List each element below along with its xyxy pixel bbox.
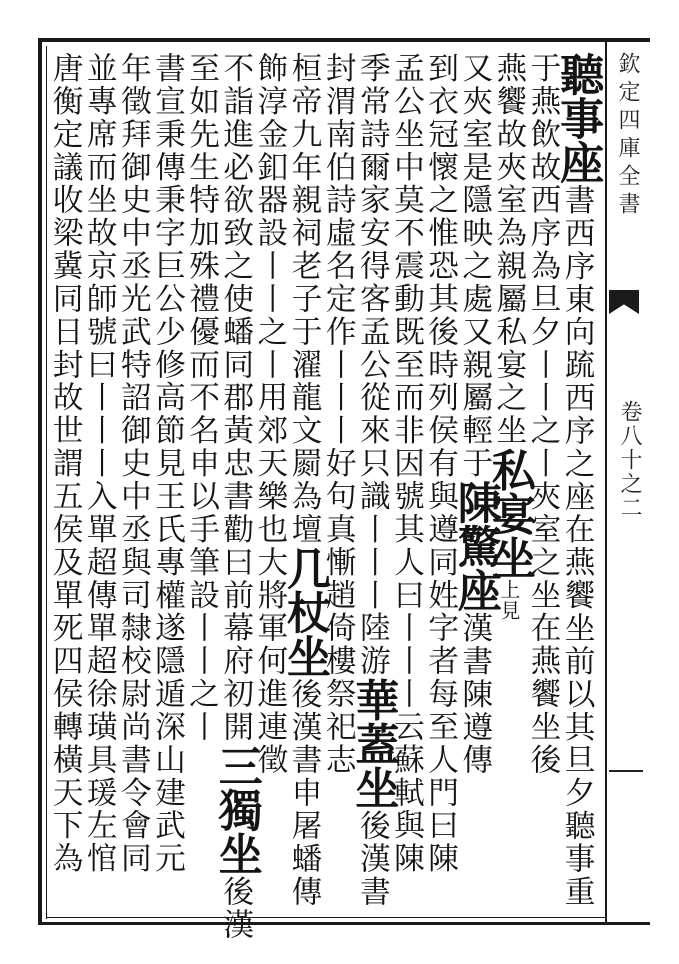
column-text: 燕饗故夾室為親屬私宴之坐 bbox=[490, 52, 527, 448]
column-text: 唐衡定議收梁冀同日封故世謂五侯及單死四侯轉橫天下為 bbox=[47, 52, 84, 875]
entry-heading: 私宴坐 bbox=[483, 447, 535, 580]
column-text: 年徵拜御史中丞光武特詔御史中丞與司隸校尉尚書令會同 bbox=[115, 52, 152, 875]
column-text: 不詣進必欲致之使蟠同郡黃忠書勸曰前幕府初開 bbox=[217, 52, 254, 744]
column-text: 書宣秉傳秉字巨公少修高節見王氏專權遂隱遁深山建武元 bbox=[149, 52, 186, 875]
text-column bbox=[185, 52, 219, 914]
entry-heading: 陳驚座 bbox=[449, 479, 501, 612]
frame-border-bottom bbox=[38, 922, 650, 925]
text-column bbox=[279, 52, 331, 914]
column-text: 至如先生特加殊禮優而不名申以手筆設丨丨之丨 bbox=[183, 52, 220, 744]
text-column bbox=[347, 52, 399, 914]
text-column bbox=[210, 52, 262, 942]
entry-heading: 三獨坐 bbox=[210, 743, 262, 876]
entry-heading: 華蓋坐 bbox=[347, 677, 399, 810]
column-text: 書西序東向䟽西序之座在燕饗坐前以其旦夕聽事重 bbox=[559, 184, 596, 909]
margin-rule bbox=[609, 770, 643, 772]
cross-reference-note: 上見 bbox=[496, 579, 521, 622]
column-text: 封渭南伯詩虛名定作丨丨丨好句真慚趙倚樓 bbox=[320, 52, 357, 678]
text-column bbox=[116, 52, 150, 914]
text-column bbox=[82, 52, 116, 914]
frame-border-top bbox=[38, 38, 650, 42]
margin-book-title: 欽定四庫全書 bbox=[615, 52, 640, 220]
text-column bbox=[48, 52, 82, 914]
column-text: 祭祀志 bbox=[320, 677, 357, 777]
text-column bbox=[423, 52, 457, 914]
text-column bbox=[321, 52, 355, 914]
entry-heading: 几杖坐 bbox=[279, 545, 331, 678]
frame-inner-bottom bbox=[46, 917, 606, 918]
text-column bbox=[552, 52, 604, 914]
margin-volume-label: 卷八十之二 bbox=[617, 400, 642, 520]
entry-heading: 聽事座 bbox=[552, 52, 604, 184]
column-text: 後漢 bbox=[217, 875, 254, 942]
frame-border-left bbox=[38, 38, 42, 924]
text-column bbox=[449, 52, 501, 914]
column-text: 後漢書申屠蟠傳 bbox=[286, 677, 323, 909]
column-text: 飾淳金釦器設丨丨之丨用郊天樂也 bbox=[251, 52, 288, 546]
column-text: 到衣冠懷之惟恐其後時列侯有與遵同姓字者每至人門曰陳 bbox=[422, 52, 459, 875]
column-text: 季常詩爾家安得客孟公從來只識丨丨丨 bbox=[354, 52, 391, 612]
fishtail-mark bbox=[609, 290, 639, 314]
frame-border-right bbox=[605, 42, 607, 922]
column-text: 並專席而坐故京師號曰丨丨丨入單超傳單超徐璜具瑗左悺 bbox=[81, 52, 118, 875]
text-column bbox=[150, 52, 184, 914]
column-text: 于燕飲故西序為旦夕丨丨之丨夾室之坐在燕饗坐後 bbox=[524, 52, 561, 777]
column-text: 桓帝九年親祠老子于濯龍文罽為壇 bbox=[286, 52, 323, 546]
column-text: 大將軍何進連徵 bbox=[251, 545, 288, 777]
column-text: 孟公坐中莫不震動既至而非因號其人曰丨丨丨云 bbox=[388, 52, 425, 744]
column-text: 蘇軾與陳 bbox=[388, 743, 425, 876]
column-text: 漢書陳遵傳 bbox=[456, 611, 493, 777]
column-text: 陸游 bbox=[354, 611, 391, 678]
column-text: 後漢書 bbox=[354, 809, 391, 909]
column-text: 又夾室是隱映之處又親屬輕于 bbox=[456, 52, 493, 480]
